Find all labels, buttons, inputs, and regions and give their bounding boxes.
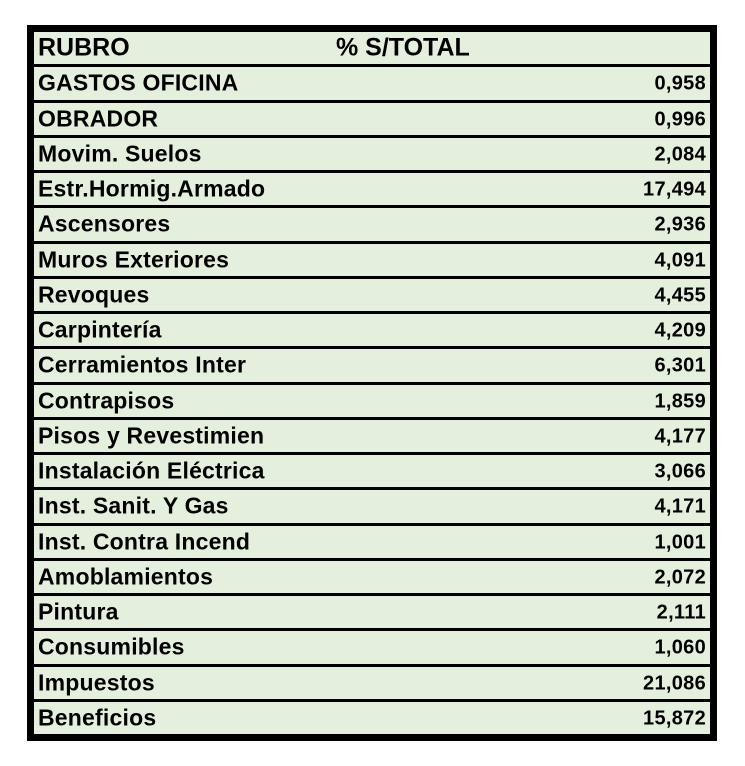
table-row: [34, 138, 710, 170]
table-row: [34, 244, 710, 276]
row-label: Inst. Contra Incend: [38, 528, 251, 555]
table-row: [34, 596, 710, 628]
cost-table: [34, 32, 710, 734]
table-row: [34, 631, 710, 663]
row-value: 1,060: [654, 637, 706, 660]
row-value: 4,171: [654, 496, 706, 519]
row-label: Beneficios: [38, 704, 157, 731]
row-value: 0,958: [654, 73, 706, 96]
row-value: 2,111: [656, 601, 706, 624]
table-row: [34, 490, 710, 522]
row-value: 1,001: [654, 531, 706, 554]
row-label: OBRADOR: [38, 105, 159, 132]
row-value: 1,859: [654, 390, 706, 413]
row-label: Pisos y Revestimien: [38, 422, 265, 449]
table-row: [34, 67, 710, 99]
table-row: [34, 279, 710, 311]
table-row: [34, 455, 710, 487]
table-row: [34, 349, 710, 381]
row-value: 6,301: [654, 355, 706, 378]
row-value: 4,091: [654, 249, 706, 272]
row-label: Impuestos: [38, 669, 155, 696]
row-value: 3,066: [654, 460, 706, 483]
table-row: [34, 314, 710, 346]
table-row: [34, 702, 710, 734]
row-value: 4,209: [654, 319, 706, 342]
row-value: 2,072: [654, 566, 706, 589]
row-value: 2,936: [654, 214, 706, 237]
row-label: Movim. Suelos: [38, 140, 202, 167]
row-value: 2,084: [654, 143, 706, 166]
table-row: [34, 561, 710, 593]
row-value: 15,872: [643, 707, 706, 730]
table-row: [34, 667, 710, 699]
row-label: Cerramientos Inter: [38, 351, 247, 378]
row-label: Revoques: [38, 281, 150, 308]
row-label: Muros Exteriores: [38, 246, 230, 273]
table-row: [34, 173, 710, 205]
row-label: Contrapisos: [38, 387, 175, 414]
row-value: 17,494: [643, 178, 706, 201]
table-frame: [27, 25, 717, 741]
table-row: [34, 208, 710, 240]
row-label: Ascensores: [38, 210, 171, 237]
row-value: 4,177: [654, 425, 706, 448]
table-row: [34, 526, 710, 558]
table-header-row: [34, 32, 710, 64]
row-label: Carpintería: [38, 316, 162, 343]
table-row: [34, 420, 710, 452]
table-row: [34, 103, 710, 135]
row-value: 21,086: [643, 672, 706, 695]
table-row: [34, 385, 710, 417]
row-label: Inst. Sanit. Y Gas: [38, 492, 229, 519]
row-label: Estr.Hormig.Armado: [38, 175, 266, 202]
header-total: % S/TOTAL: [336, 33, 470, 62]
row-label: Instalación Eléctrica: [38, 457, 265, 484]
row-value: 0,996: [654, 108, 706, 131]
row-value: 4,455: [654, 284, 706, 307]
row-label: Consumibles: [38, 633, 185, 660]
row-label: Amoblamientos: [38, 563, 214, 590]
row-label: GASTOS OFICINA: [38, 69, 239, 96]
header-rubro: RUBRO: [38, 33, 130, 62]
row-label: Pintura: [38, 598, 119, 625]
